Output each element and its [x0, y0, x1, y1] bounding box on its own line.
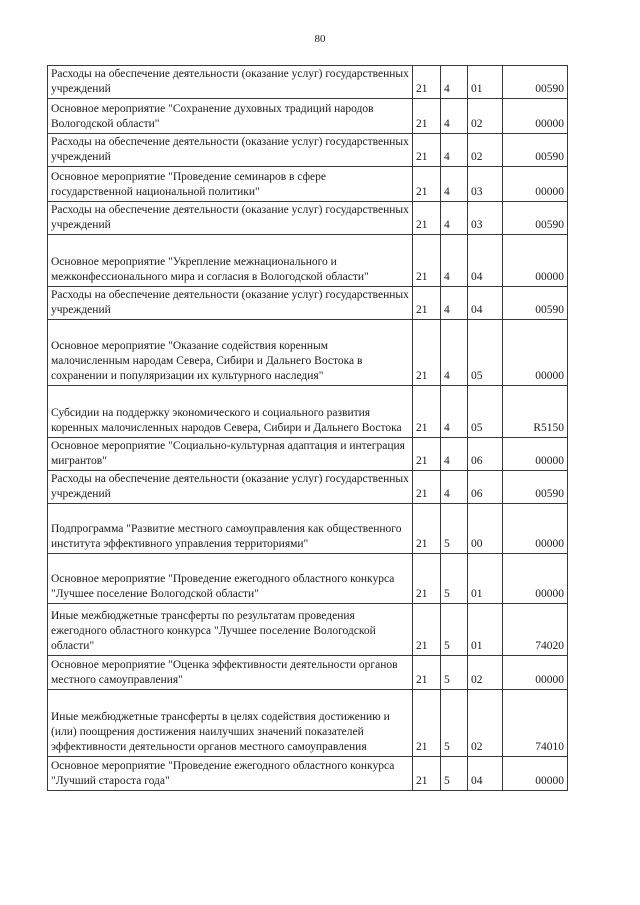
code-col-1: 21: [413, 604, 441, 656]
code-col-3: 05: [468, 386, 503, 438]
row-description: Иные межбюджетные трансферты по результатам проведения ежегодного областного конкурса "Лучшее поселение Вологодской области": [48, 604, 413, 656]
table-row: [48, 320, 568, 386]
code-col-2: 4: [441, 202, 468, 235]
code-col-2: 4: [441, 134, 468, 167]
code-col-3: 03: [468, 202, 503, 235]
code-col-2: 4: [441, 66, 468, 99]
code-col-3: 02: [468, 690, 503, 757]
code-col-1: 21: [413, 167, 441, 202]
row-description: Подпрограмма "Развитие местного самоуправления как общественного института эффективного управления территориями": [48, 504, 413, 554]
code-col-2: 5: [441, 656, 468, 690]
row-description: Основное мероприятие "Проведение ежегодного областного конкурса "Лучший староста года": [48, 757, 413, 791]
expense-code: 74020: [503, 604, 568, 656]
table-row: [48, 66, 568, 99]
code-col-1: 21: [413, 202, 441, 235]
expense-code: 00000: [503, 504, 568, 554]
expense-code: 00590: [503, 202, 568, 235]
row-description: Субсидии на поддержку экономического и социального развития коренных малочисленных народов Севера, Сибири и Дальнего Востока: [48, 386, 413, 438]
expense-code: 74010: [503, 690, 568, 757]
table-row: [48, 99, 568, 134]
code-col-1: 21: [413, 757, 441, 791]
code-col-3: 02: [468, 134, 503, 167]
expense-code: 00590: [503, 66, 568, 99]
row-description: Расходы на обеспечение деятельности (оказание услуг) государственных учреждений: [48, 134, 413, 167]
code-col-3: 04: [468, 757, 503, 791]
code-col-1: 21: [413, 320, 441, 386]
row-description: Расходы на обеспечение деятельности (оказание услуг) государственных учреждений: [48, 202, 413, 235]
row-description: Основное мероприятие "Оценка эффективности деятельности органов местного самоуправления": [48, 656, 413, 690]
code-col-1: 21: [413, 438, 441, 471]
expense-code: 00000: [503, 757, 568, 791]
code-col-3: 00: [468, 504, 503, 554]
code-col-2: 4: [441, 287, 468, 320]
expense-code: 00000: [503, 554, 568, 604]
row-description: Основное мероприятие "Социально-культурная адаптация и интеграция мигрантов": [48, 438, 413, 471]
page-number: 80: [314, 33, 326, 45]
expense-code: R5150: [503, 386, 568, 438]
code-col-2: 5: [441, 757, 468, 791]
table-row: [48, 386, 568, 438]
code-col-1: 21: [413, 386, 441, 438]
code-col-1: 21: [413, 504, 441, 554]
code-col-2: 4: [441, 438, 468, 471]
code-col-1: 21: [413, 287, 441, 320]
code-col-1: 21: [413, 471, 441, 504]
table-row: [48, 656, 568, 690]
code-col-3: 06: [468, 438, 503, 471]
expense-code: 00000: [503, 438, 568, 471]
code-col-2: 4: [441, 99, 468, 134]
code-col-2: 5: [441, 604, 468, 656]
code-col-1: 21: [413, 656, 441, 690]
row-description: Расходы на обеспечение деятельности (оказание услуг) государственных учреждений: [48, 471, 413, 504]
code-col-1: 21: [413, 554, 441, 604]
code-col-2: 5: [441, 690, 468, 757]
code-col-3: 06: [468, 471, 503, 504]
expense-code: 00590: [503, 471, 568, 504]
code-col-2: 4: [441, 167, 468, 202]
row-description: Основное мероприятие "Укрепление межнационального и межконфессионального мира и согласия в Вологодской области": [48, 235, 413, 287]
table-row: [48, 471, 568, 504]
code-col-3: 02: [468, 99, 503, 134]
row-description: Основное мероприятие "Сохранение духовных традиций народов Вологодской области": [48, 99, 413, 134]
code-col-1: 21: [413, 235, 441, 287]
expense-code: 00000: [503, 656, 568, 690]
code-col-1: 21: [413, 66, 441, 99]
code-col-1: 21: [413, 690, 441, 757]
code-col-3: 01: [468, 554, 503, 604]
code-col-1: 21: [413, 134, 441, 167]
code-col-3: 01: [468, 604, 503, 656]
row-description: Иные межбюджетные трансферты в целях содействия достижению и (или) поощрения достижения наилучших значений показателей эффективности деятельности органов местного самоуправления: [48, 690, 413, 757]
row-description: Основное мероприятие "Оказание содействия коренным малочисленным народам Севера, Сибири и Дальнего Востока в сохранении и популяризации их культурного наследия": [48, 320, 413, 386]
table-row: [48, 202, 568, 235]
code-col-3: 04: [468, 287, 503, 320]
row-description: Основное мероприятие "Проведение ежегодного областного конкурса "Лучшее поселение Вологодской области": [48, 554, 413, 604]
code-col-2: 5: [441, 504, 468, 554]
table-row: [48, 167, 568, 202]
table-row: [48, 134, 568, 167]
code-col-3: 03: [468, 167, 503, 202]
code-col-2: 4: [441, 235, 468, 287]
code-col-3: 01: [468, 66, 503, 99]
code-col-3: 04: [468, 235, 503, 287]
table-row: [48, 554, 568, 604]
expense-code: 00000: [503, 235, 568, 287]
expense-code: 00000: [503, 167, 568, 202]
code-col-1: 21: [413, 99, 441, 134]
expense-code: 00000: [503, 99, 568, 134]
expense-code: 00590: [503, 134, 568, 167]
row-description: Расходы на обеспечение деятельности (оказание услуг) государственных учреждений: [48, 66, 413, 99]
code-col-2: 4: [441, 320, 468, 386]
row-description: Расходы на обеспечение деятельности (оказание услуг) государственных учреждений: [48, 287, 413, 320]
table-row: [48, 690, 568, 757]
table-row: [48, 604, 568, 656]
table-row: [48, 504, 568, 554]
table-row: [48, 287, 568, 320]
code-col-3: 02: [468, 656, 503, 690]
table-row: [48, 235, 568, 287]
code-col-2: 4: [441, 386, 468, 438]
table-row: [48, 757, 568, 791]
expense-code: 00000: [503, 320, 568, 386]
table-row: [48, 438, 568, 471]
budget-table: [47, 65, 568, 791]
code-col-2: 4: [441, 471, 468, 504]
row-description: Основное мероприятие "Проведение семинаров в сфере государственной национальной политики": [48, 167, 413, 202]
code-col-3: 05: [468, 320, 503, 386]
expense-code: 00590: [503, 287, 568, 320]
code-col-2: 5: [441, 554, 468, 604]
